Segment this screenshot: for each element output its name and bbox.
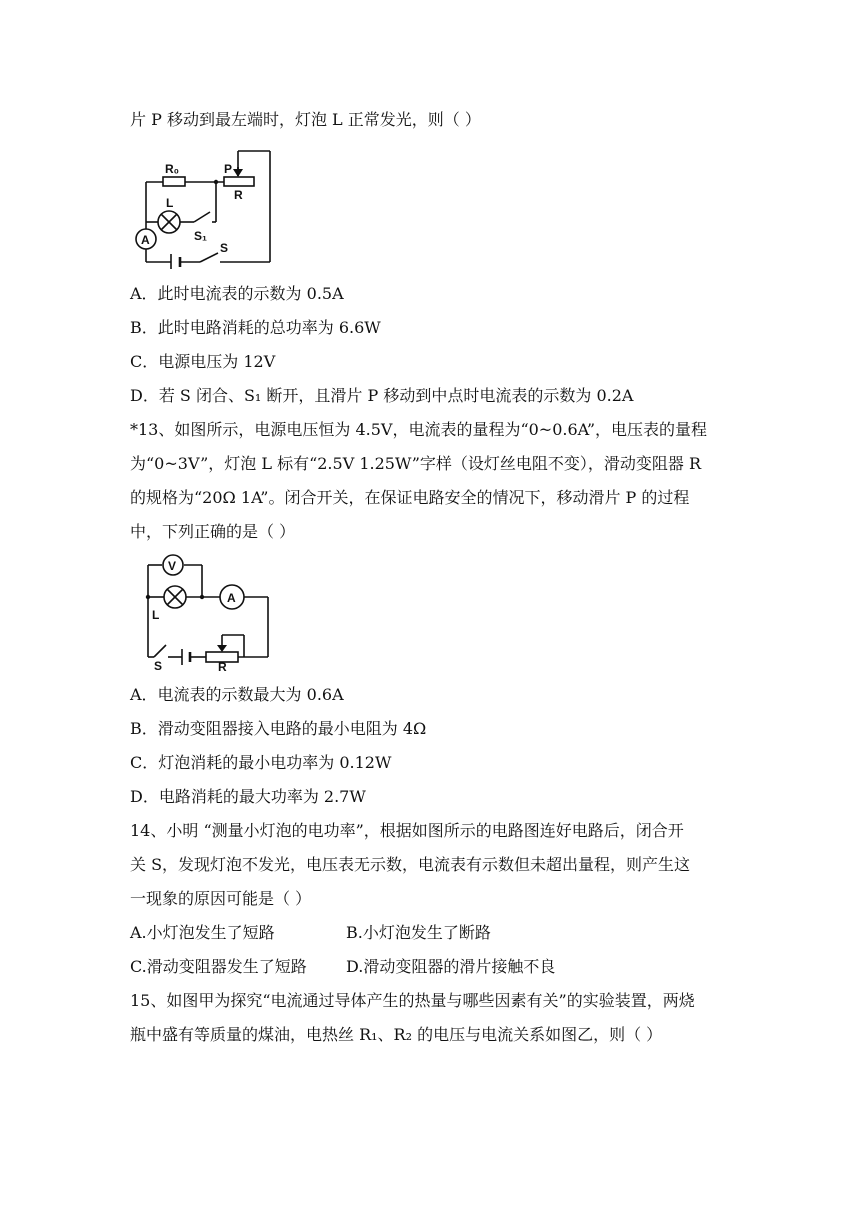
q13-fig-label-s: S bbox=[154, 659, 163, 671]
q13-fig-label-r: R bbox=[218, 660, 227, 671]
q12-fig-label-s: S bbox=[220, 241, 229, 255]
q13-option-c: C．灯泡消耗的最小电功率为 0.12W bbox=[130, 753, 392, 772]
q13-circuit-diagram bbox=[132, 553, 282, 671]
q14-stem-line-3: 一现象的原因可能是（ ） bbox=[130, 889, 312, 908]
q12-option-d: D．若 S 闭合、S₁ 断开，且滑片 P 移动到中点时电流表的示数为 0.2A bbox=[130, 386, 634, 405]
q15-stem-line-2: 瓶中盛有等质量的煤油，电热丝 R₁、R₂ 的电压与电流关系如图乙，则（ ） bbox=[130, 1025, 663, 1044]
q12-option-b: B．此时电路消耗的总功率为 6.6W bbox=[130, 318, 381, 337]
q12-fig-label-r0: R₀ bbox=[165, 162, 180, 176]
q12-fig-label-r: R bbox=[234, 188, 243, 202]
q14-option-c: C.滑动变阻器发生了短路 bbox=[130, 957, 307, 976]
q14-option-a: A.小灯泡发生了短路 bbox=[130, 923, 275, 942]
q14-stem-line-2: 关 S，发现灯泡不发光，电压表无示数，电流表有示数但未超出量程，则产生这 bbox=[130, 855, 691, 874]
q14-option-b: B.小灯泡发生了断路 bbox=[346, 923, 491, 942]
q13-stem-line-4: 中，下列正确的是（ ） bbox=[130, 522, 296, 541]
q13-stem-line-2: 为“0~3V”，灯泡 L 标有“2.5V 1.25W”字样（设灯丝电阻不变），滑动变阻器 R bbox=[130, 454, 702, 473]
q13-option-b: B．滑动变阻器接入电路的最小电阻为 4Ω bbox=[130, 719, 427, 738]
q14-stem-line-1: 14、小明 “测量小灯泡的电功率”，根据如图所示的电路图连好电路后，闭合开 bbox=[130, 821, 684, 840]
q13-option-a: A．电流表的示数最大为 0.6A bbox=[130, 685, 344, 704]
q13-stem-line-1: *13、如图所示，电源电压恒为 4.5V，电流表的量程为“0~0.6A”，电压表的量程 bbox=[130, 420, 708, 439]
q13-option-d: D．电路消耗的最大功率为 2.7W bbox=[130, 787, 366, 806]
q13-stem-line-3: 的规格为“20Ω 1A”。闭合开关，在保证电路安全的情况下，移动滑片 P 的过程 bbox=[130, 488, 690, 507]
q12-option-a: A．此时电流表的示数为 0.5A bbox=[130, 284, 344, 303]
q12-fig-label-s1: S₁ bbox=[194, 229, 207, 243]
q15-stem-line-1: 15、如图甲为探究“电流通过导体产生的热量与哪些因素有关”的实验装置，两烧 bbox=[130, 991, 695, 1010]
q13-fig-label-l: L bbox=[152, 608, 160, 622]
q12-fig-label-p: P bbox=[224, 162, 233, 176]
q13-fig-label-a: A bbox=[227, 591, 236, 605]
q12-fig-label-a: A bbox=[141, 233, 150, 247]
q12-circuit-diagram bbox=[128, 147, 278, 269]
q12-option-c: C．电源电压为 12V bbox=[130, 352, 276, 371]
q13-fig-label-v: V bbox=[168, 559, 177, 573]
q12-fig-label-l: L bbox=[166, 196, 174, 210]
q14-option-d: D.滑动变阻器的滑片接触不良 bbox=[346, 957, 556, 976]
q12-stem-tail: 片 P 移动到最左端时，灯泡 L 正常发光，则（ ） bbox=[130, 110, 481, 129]
